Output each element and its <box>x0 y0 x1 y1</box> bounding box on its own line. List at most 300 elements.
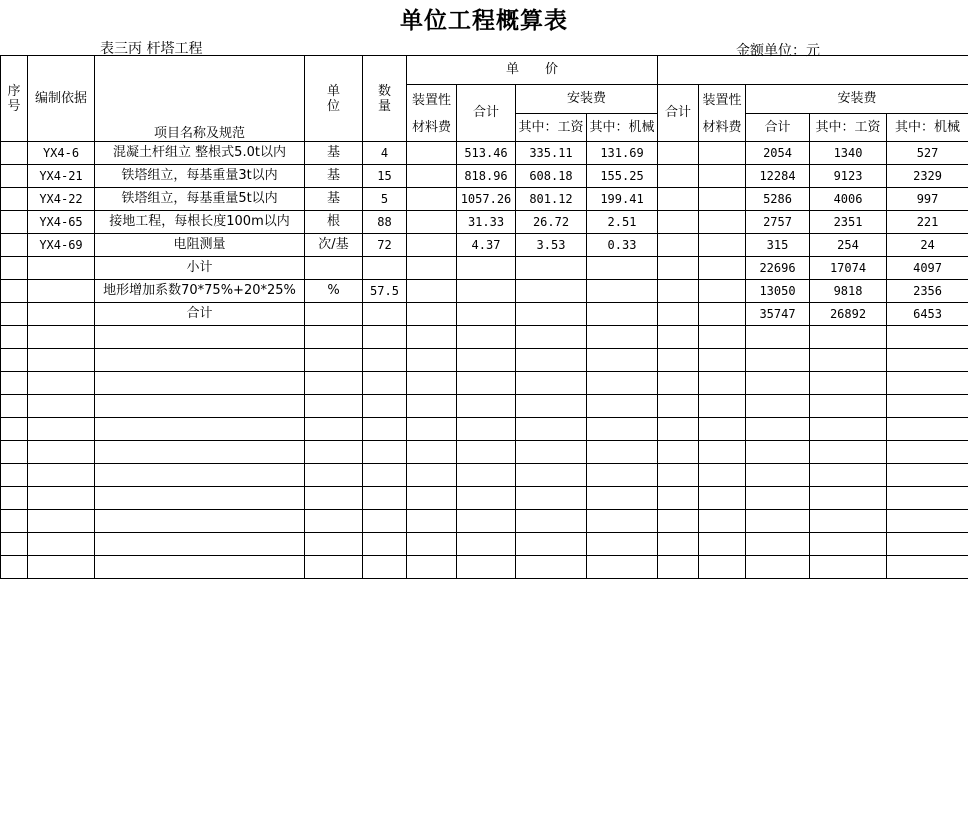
empty-cell <box>1 188 28 211</box>
empty-cell <box>1 326 28 349</box>
empty-cell <box>407 510 457 533</box>
empty-cell <box>95 395 305 418</box>
empty-row <box>1 326 968 349</box>
empty-cell <box>457 349 516 372</box>
empty-cell <box>746 326 810 349</box>
empty-cell <box>658 556 699 579</box>
cell-name: 铁塔组立，每基重量3t以内 <box>95 165 305 188</box>
empty-cell <box>746 441 810 464</box>
cell-total-install: 12284 <box>746 165 810 188</box>
cell-total-labor: 2351 <box>810 211 887 234</box>
cell-total-labor: 254 <box>810 234 887 257</box>
empty-cell <box>1 418 28 441</box>
cell-unit-price-machine: 155.25 <box>587 165 658 188</box>
empty-cell <box>305 395 363 418</box>
empty-cell <box>699 533 746 556</box>
empty-cell <box>28 326 95 349</box>
empty-cell <box>810 464 887 487</box>
cell-unit: 基 <box>305 188 363 211</box>
table-row <box>1 165 968 188</box>
cell-total-machine: 221 <box>887 211 968 234</box>
header-machine: 其中：机械 <box>587 114 658 142</box>
cell-unit-price-labor <box>516 280 587 303</box>
cell-unit: 基 <box>305 165 363 188</box>
empty-cell <box>699 349 746 372</box>
header-sum-labor: 其中：工资 <box>810 114 887 142</box>
empty-cell <box>363 464 407 487</box>
empty-cell <box>658 211 699 234</box>
empty-cell <box>1 257 28 280</box>
cell-unit-price-total: 1057.26 <box>457 188 516 211</box>
cell-unit <box>305 303 363 326</box>
empty-cell <box>810 349 887 372</box>
cell-unit: 根 <box>305 211 363 234</box>
empty-cell <box>457 418 516 441</box>
cell-unit: 次/基 <box>305 234 363 257</box>
cell-total-machine: 2356 <box>887 280 968 303</box>
header-sum-machine: 其中：机械 <box>887 114 968 142</box>
cell-total-labor: 4006 <box>810 188 887 211</box>
empty-cell <box>587 487 658 510</box>
empty-cell <box>699 395 746 418</box>
cell-total-labor: 9123 <box>810 165 887 188</box>
empty-cell <box>28 556 95 579</box>
header-labor: 其中：工资 <box>516 114 587 142</box>
header-basis: 编制依据 <box>28 56 95 142</box>
cell-unit-price-total: 4.37 <box>457 234 516 257</box>
empty-cell <box>699 165 746 188</box>
cell-total-labor: 1340 <box>810 142 887 165</box>
empty-cell <box>95 441 305 464</box>
empty-cell <box>516 464 587 487</box>
empty-cell <box>658 326 699 349</box>
empty-cell <box>587 533 658 556</box>
table-row <box>1 234 968 257</box>
empty-cell <box>658 349 699 372</box>
empty-cell <box>887 326 968 349</box>
cell-total-machine: 6453 <box>887 303 968 326</box>
empty-cell <box>305 510 363 533</box>
empty-cell <box>887 464 968 487</box>
empty-row <box>1 487 968 510</box>
empty-cell <box>457 395 516 418</box>
empty-cell <box>1 533 28 556</box>
empty-cell <box>658 395 699 418</box>
header-name: 项目名称及规范 <box>95 56 305 142</box>
table-row <box>1 211 968 234</box>
header-total-group <box>658 56 968 85</box>
empty-cell <box>587 395 658 418</box>
empty-cell <box>407 326 457 349</box>
empty-cell <box>1 234 28 257</box>
empty-cell <box>587 556 658 579</box>
empty-cell <box>28 510 95 533</box>
empty-cell <box>28 533 95 556</box>
cell-unit-price-machine: 2.51 <box>587 211 658 234</box>
cell-basis: YX4-21 <box>28 165 95 188</box>
table-row <box>1 303 968 326</box>
cell-unit: % <box>305 280 363 303</box>
empty-cell <box>587 372 658 395</box>
cell-unit-price-total <box>457 303 516 326</box>
cell-unit-price-machine: 0.33 <box>587 234 658 257</box>
empty-cell <box>363 487 407 510</box>
header-seq: 序号 <box>1 56 28 142</box>
empty-cell <box>457 326 516 349</box>
table-subtitle: 表三丙 杆塔工程 <box>100 41 203 57</box>
empty-cell <box>407 188 457 211</box>
table-body <box>1 142 968 326</box>
cell-unit: 基 <box>305 142 363 165</box>
cell-qty: 72 <box>363 234 407 257</box>
empty-cell <box>363 533 407 556</box>
empty-cell <box>810 510 887 533</box>
header-sum-total: 合计 <box>658 85 699 142</box>
empty-cell <box>810 418 887 441</box>
empty-cell <box>457 464 516 487</box>
empty-cell <box>305 349 363 372</box>
cell-unit <box>305 257 363 280</box>
table-row <box>1 142 968 165</box>
cell-total-install: 35747 <box>746 303 810 326</box>
empty-cell <box>305 556 363 579</box>
empty-cell <box>407 487 457 510</box>
empty-cell <box>699 188 746 211</box>
header-unit: 单位 <box>305 56 363 142</box>
empty-cell <box>28 418 95 441</box>
empty-cell <box>887 441 968 464</box>
empty-cell <box>363 326 407 349</box>
cell-qty: 88 <box>363 211 407 234</box>
cell-unit-price-labor: 801.12 <box>516 188 587 211</box>
empty-cell <box>746 464 810 487</box>
empty-cell <box>28 349 95 372</box>
empty-cell <box>587 418 658 441</box>
empty-cell <box>516 533 587 556</box>
empty-row <box>1 464 968 487</box>
empty-cell <box>305 464 363 487</box>
cell-unit-price-labor: 3.53 <box>516 234 587 257</box>
empty-cell <box>407 234 457 257</box>
cell-unit-price-total: 513.46 <box>457 142 516 165</box>
empty-cell <box>699 326 746 349</box>
empty-cell <box>363 418 407 441</box>
empty-cell <box>95 349 305 372</box>
estimate-table <box>0 55 968 579</box>
empty-cell <box>699 303 746 326</box>
cell-unit-price-machine <box>587 257 658 280</box>
table-header <box>1 56 968 142</box>
empty-cell <box>699 556 746 579</box>
empty-cell <box>28 395 95 418</box>
empty-cell <box>810 372 887 395</box>
empty-cell <box>810 326 887 349</box>
cell-name: 铁塔组立，每基重量5t以内 <box>95 188 305 211</box>
header-up-total: 合计 <box>457 85 516 142</box>
cell-unit-price-total: 31.33 <box>457 211 516 234</box>
empty-cell <box>810 441 887 464</box>
empty-cell <box>658 234 699 257</box>
cell-total-install: 315 <box>746 234 810 257</box>
cell-unit-price-labor: 335.11 <box>516 142 587 165</box>
cell-total-machine: 997 <box>887 188 968 211</box>
empty-cell <box>95 326 305 349</box>
empty-cell <box>658 510 699 533</box>
empty-cell <box>363 372 407 395</box>
empty-cell <box>95 372 305 395</box>
cell-total-install: 2054 <box>746 142 810 165</box>
empty-cell <box>407 211 457 234</box>
empty-cell <box>699 464 746 487</box>
empty-cell <box>658 418 699 441</box>
empty-cell <box>457 441 516 464</box>
table-row <box>1 280 968 303</box>
header-sum-equip-material: 装置性 材料费 <box>699 85 746 142</box>
empty-cell <box>305 441 363 464</box>
page-title: 单位工程概算表 <box>400 8 568 34</box>
empty-cell <box>658 165 699 188</box>
empty-cell <box>407 303 457 326</box>
cell-total-labor: 9818 <box>810 280 887 303</box>
empty-cell <box>658 142 699 165</box>
cell-total-install: 5286 <box>746 188 810 211</box>
empty-cell <box>363 556 407 579</box>
empty-cell <box>1 165 28 188</box>
empty-cell <box>746 418 810 441</box>
cell-total-install: 13050 <box>746 280 810 303</box>
empty-cell <box>699 487 746 510</box>
empty-cell <box>746 533 810 556</box>
empty-cell <box>699 418 746 441</box>
empty-cell <box>887 533 968 556</box>
empty-cell <box>363 510 407 533</box>
empty-row <box>1 556 968 579</box>
cell-name: 电阻测量 <box>95 234 305 257</box>
empty-cell <box>407 441 457 464</box>
cell-total-install: 22696 <box>746 257 810 280</box>
cell-unit-price-total <box>457 257 516 280</box>
empty-cell <box>457 556 516 579</box>
empty-row <box>1 418 968 441</box>
empty-cell <box>95 510 305 533</box>
empty-cell <box>658 280 699 303</box>
empty-cell <box>457 487 516 510</box>
empty-cell <box>28 441 95 464</box>
cell-unit-price-machine <box>587 303 658 326</box>
empty-cell <box>887 349 968 372</box>
cell-basis <box>28 257 95 280</box>
empty-cell <box>1 441 28 464</box>
cell-name: 接地工程，每根长度100m以内 <box>95 211 305 234</box>
empty-cell <box>516 556 587 579</box>
empty-cell <box>516 372 587 395</box>
empty-cell <box>746 372 810 395</box>
cell-unit-price-labor <box>516 303 587 326</box>
empty-cell <box>746 349 810 372</box>
empty-cell <box>658 487 699 510</box>
cell-basis: YX4-22 <box>28 188 95 211</box>
empty-row <box>1 349 968 372</box>
empty-cell <box>699 211 746 234</box>
empty-cell <box>407 533 457 556</box>
empty-row <box>1 441 968 464</box>
empty-cell <box>95 533 305 556</box>
empty-cell <box>810 395 887 418</box>
empty-cell <box>810 533 887 556</box>
empty-cell <box>407 556 457 579</box>
empty-cell <box>407 418 457 441</box>
empty-cell <box>587 510 658 533</box>
empty-cell <box>28 487 95 510</box>
empty-cell <box>407 142 457 165</box>
cell-unit-price-machine <box>587 280 658 303</box>
cell-unit-price-labor <box>516 257 587 280</box>
empty-cell <box>1 349 28 372</box>
empty-row <box>1 510 968 533</box>
cell-qty: 5 <box>363 188 407 211</box>
empty-cell <box>1 556 28 579</box>
empty-cell <box>363 441 407 464</box>
empty-cell <box>658 257 699 280</box>
empty-cell <box>746 556 810 579</box>
empty-cell <box>887 556 968 579</box>
empty-cell <box>305 418 363 441</box>
empty-cell <box>699 234 746 257</box>
cell-total-machine: 2329 <box>887 165 968 188</box>
cell-qty: 4 <box>363 142 407 165</box>
cell-unit-price-machine: 199.41 <box>587 188 658 211</box>
cell-total-machine: 527 <box>887 142 968 165</box>
empty-cell <box>516 326 587 349</box>
empty-cell <box>516 487 587 510</box>
empty-cell <box>699 441 746 464</box>
empty-cell <box>810 487 887 510</box>
empty-cell <box>887 418 968 441</box>
empty-cell <box>363 349 407 372</box>
empty-cell <box>699 372 746 395</box>
empty-cell <box>407 257 457 280</box>
cell-qty <box>363 257 407 280</box>
empty-cell <box>1 487 28 510</box>
empty-cell <box>699 280 746 303</box>
cell-qty: 57.5 <box>363 280 407 303</box>
empty-cell <box>658 464 699 487</box>
empty-row <box>1 533 968 556</box>
empty-cell <box>587 326 658 349</box>
cell-basis: YX4-6 <box>28 142 95 165</box>
header-unit-price: 单 价 <box>407 56 658 85</box>
empty-cell <box>699 142 746 165</box>
cell-name: 混凝土杆组立 整根式5.0t以内 <box>95 142 305 165</box>
cell-total-labor: 26892 <box>810 303 887 326</box>
empty-cell <box>658 533 699 556</box>
header-sum-install-total: 合计 <box>746 114 810 142</box>
cell-total-install: 2757 <box>746 211 810 234</box>
empty-cell <box>516 510 587 533</box>
cell-total-machine: 4097 <box>887 257 968 280</box>
empty-cell <box>95 464 305 487</box>
empty-cell <box>95 418 305 441</box>
cell-unit-price-labor: 26.72 <box>516 211 587 234</box>
cell-unit-price-machine: 131.69 <box>587 142 658 165</box>
empty-cell <box>407 395 457 418</box>
empty-cell <box>1 211 28 234</box>
empty-row <box>1 372 968 395</box>
currency-unit-label: 金额单位：元 <box>736 43 820 59</box>
cell-total-labor: 17074 <box>810 257 887 280</box>
empty-cell <box>1 142 28 165</box>
empty-cell <box>457 372 516 395</box>
cell-name: 小计 <box>95 257 305 280</box>
header-sum-install-fee: 安装费 <box>746 85 968 114</box>
empty-row <box>1 395 968 418</box>
empty-cell <box>746 395 810 418</box>
empty-cell <box>587 464 658 487</box>
cell-basis: YX4-65 <box>28 211 95 234</box>
cell-qty <box>363 303 407 326</box>
empty-cell <box>658 188 699 211</box>
empty-cell <box>95 556 305 579</box>
cell-basis <box>28 280 95 303</box>
empty-cell <box>305 372 363 395</box>
empty-cell <box>746 510 810 533</box>
empty-cell <box>658 441 699 464</box>
cell-basis: YX4-69 <box>28 234 95 257</box>
table-row <box>1 257 968 280</box>
empty-cell <box>516 395 587 418</box>
empty-cell <box>887 372 968 395</box>
empty-cell <box>28 464 95 487</box>
empty-cell <box>1 280 28 303</box>
empty-cell <box>457 510 516 533</box>
empty-cell <box>887 395 968 418</box>
empty-cell <box>305 533 363 556</box>
empty-cell <box>587 441 658 464</box>
empty-cell <box>699 510 746 533</box>
empty-cell <box>810 556 887 579</box>
empty-cell <box>587 349 658 372</box>
empty-cell <box>1 395 28 418</box>
cell-name: 合计 <box>95 303 305 326</box>
table-row <box>1 188 968 211</box>
empty-cell <box>1 303 28 326</box>
empty-cell <box>516 418 587 441</box>
empty-cell <box>407 165 457 188</box>
empty-cell <box>95 487 305 510</box>
cell-qty: 15 <box>363 165 407 188</box>
header-install-fee: 安装费 <box>516 85 658 114</box>
empty-cell <box>516 349 587 372</box>
header-equip-material: 装置性 材料费 <box>407 85 457 142</box>
empty-cell <box>658 303 699 326</box>
empty-cell <box>305 326 363 349</box>
cell-unit-price-total <box>457 280 516 303</box>
empty-cell <box>746 487 810 510</box>
cell-basis <box>28 303 95 326</box>
empty-cell <box>407 464 457 487</box>
empty-cell <box>363 395 407 418</box>
empty-cell <box>887 487 968 510</box>
empty-cell <box>1 510 28 533</box>
empty-cell <box>305 487 363 510</box>
empty-cell <box>407 349 457 372</box>
cell-name: 地形增加系数70*75%+20*25% <box>95 280 305 303</box>
empty-cell <box>457 533 516 556</box>
cell-unit-price-labor: 608.18 <box>516 165 587 188</box>
empty-cell <box>887 510 968 533</box>
empty-cell <box>28 372 95 395</box>
empty-cell <box>699 257 746 280</box>
